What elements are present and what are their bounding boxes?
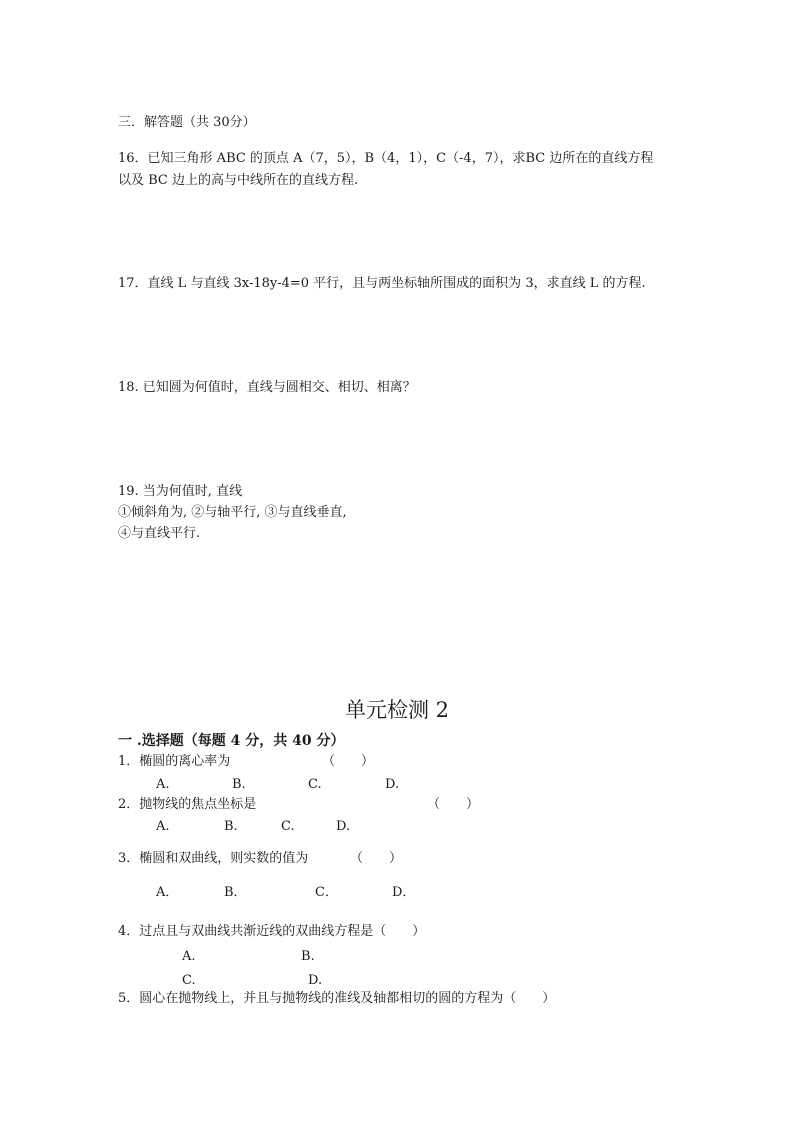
- question-1: 1．椭圆的离心率为: [118, 754, 231, 769]
- question-3-option-d: D．: [392, 885, 416, 900]
- question-19-line1: 19. 当为何值时, 直线: [118, 484, 243, 499]
- question-3-option-c: C．: [315, 885, 338, 900]
- question-16-line2: 以及 BC 边上的高与中线所在的直线方程.: [118, 173, 359, 188]
- question-4-option-a: A.: [182, 949, 196, 964]
- question-19-line2: ①倾斜角为, ②与轴平行, ③与直线垂直,: [118, 505, 347, 520]
- question-16-line1: 16．已知三角形 ABC 的顶点 A（7，5），B（4，1），C（-4，7），求BC 边所在的直线方程: [118, 151, 654, 166]
- question-5: 5．圆心在抛物线上，并且与抛物线的准线及轴都相切的圆的方程为（ ）: [118, 991, 556, 1006]
- question-2-answer-paren: （ ）: [427, 797, 480, 812]
- question-1-option-a: A.: [156, 777, 170, 792]
- page-title-unit2: 单元检测 2: [344, 698, 450, 722]
- question-3: 3．椭圆和双曲线，则实数的值为: [118, 851, 309, 866]
- question-18: 18. 已知圆为何值时，直线与圆相交、相切、相离？: [118, 380, 416, 395]
- question-17: 17．直线 L 与直线 3x-18y-4=0 平行，且与两坐标轴所围成的面积为 3，求直线 L 的方程.: [118, 276, 646, 291]
- question-3-option-a: A．: [156, 885, 179, 900]
- question-1-option-b: B.: [232, 777, 246, 792]
- question-2-option-a: A.: [156, 819, 170, 834]
- question-1-answer-paren: （ ）: [322, 754, 375, 769]
- question-3-answer-paren: （ ）: [350, 851, 403, 866]
- question-2-option-d: D.: [336, 819, 351, 834]
- question-3-option-b: B．: [224, 885, 247, 900]
- section-heading-choice: 一 .选择题（每题 4 分，共 40 分）: [118, 733, 345, 749]
- question-2-option-c: C.: [281, 819, 295, 834]
- question-4: 4．过点且与双曲线共渐近线的双曲线方程是（ ）: [118, 924, 426, 939]
- question-1-option-d: D.: [385, 777, 400, 792]
- question-4-option-c: C.: [182, 973, 196, 988]
- question-2-option-b: B.: [224, 819, 238, 834]
- question-19-line3: ④与直线平行.: [118, 526, 201, 541]
- question-4-option-d: D.: [308, 973, 323, 988]
- question-1-option-c: C.: [308, 777, 322, 792]
- question-4-option-b: B.: [301, 949, 315, 964]
- section-heading-part3: 三．解答题（共 30分）: [118, 115, 256, 130]
- question-2: 2．抛物线的焦点坐标是: [118, 797, 257, 812]
